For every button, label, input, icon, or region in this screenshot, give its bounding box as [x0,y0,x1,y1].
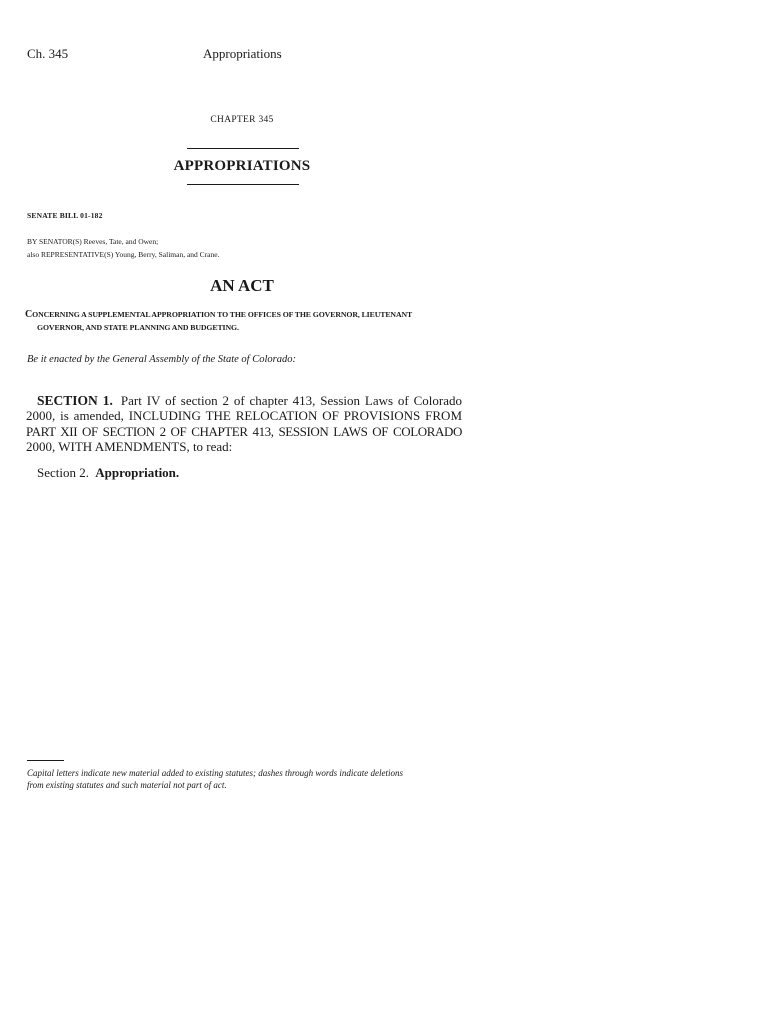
chapter-reference: Ch. 345 [27,46,69,61]
bill-number: SENATE BILL 01-182 [27,211,103,220]
chapter-label: CHAPTER 345 [210,115,274,125]
act-heading: AN ACT [210,276,274,295]
section-1-line-3: PART XII OF SECTION 2 OF CHAPTER 413, SESSION LAWS OF COLORADO [26,423,462,439]
page-title: APPROPRIATIONS [173,158,311,174]
running-title: Appropriations [203,46,282,61]
concerning-line-1: ONCERNING A SUPPLEMENTAL APPROPRIATION TO THE OFFICES OF THE GOVERNOR, LIEUTENANT [32,310,413,319]
title-rule-top [187,148,299,149]
concerning-first-letter: C [25,309,33,320]
section-1 [26,393,462,455]
section-2 [37,465,179,481]
section-2-heading: Appropriation. [95,465,180,480]
section-2-label: Section 2. [37,465,89,480]
senator-sponsors: BY SENATOR(S) Reeves, Tate, and Owen; [27,237,159,246]
footnote-line-1: Capital letters indicate new material added to existing statutes; dashes through words indicate deletions [27,768,404,778]
title-rule-bottom [187,184,299,185]
section-1-line-1: Part IV of section 2 of chapter 413, Session Laws of Colorado [120,393,462,408]
section-1-line-2: 2000, is amended, INCLUDING THE RELOCATION OF PROVISIONS FROM [26,408,462,424]
section-1-heading: SECTION 1. [37,393,113,408]
representative-sponsors: also REPRESENTATIVE(S) Young, Berry, Saliman, and Crane. [27,250,220,259]
footnote [27,767,467,791]
section-1-line-4: 2000, WITH AMENDMENTS, to read: [26,439,233,455]
footnote-rule [27,760,64,761]
concerning-clause [25,308,465,334]
footnote-line-2: from existing statutes and such material not part of act. [27,780,227,790]
enacting-clause: Be it enacted by the General Assembly of the State of Colorado: [27,354,296,365]
concerning-line-2: GOVERNOR, AND STATE PLANNING AND BUDGETING. [37,323,239,332]
